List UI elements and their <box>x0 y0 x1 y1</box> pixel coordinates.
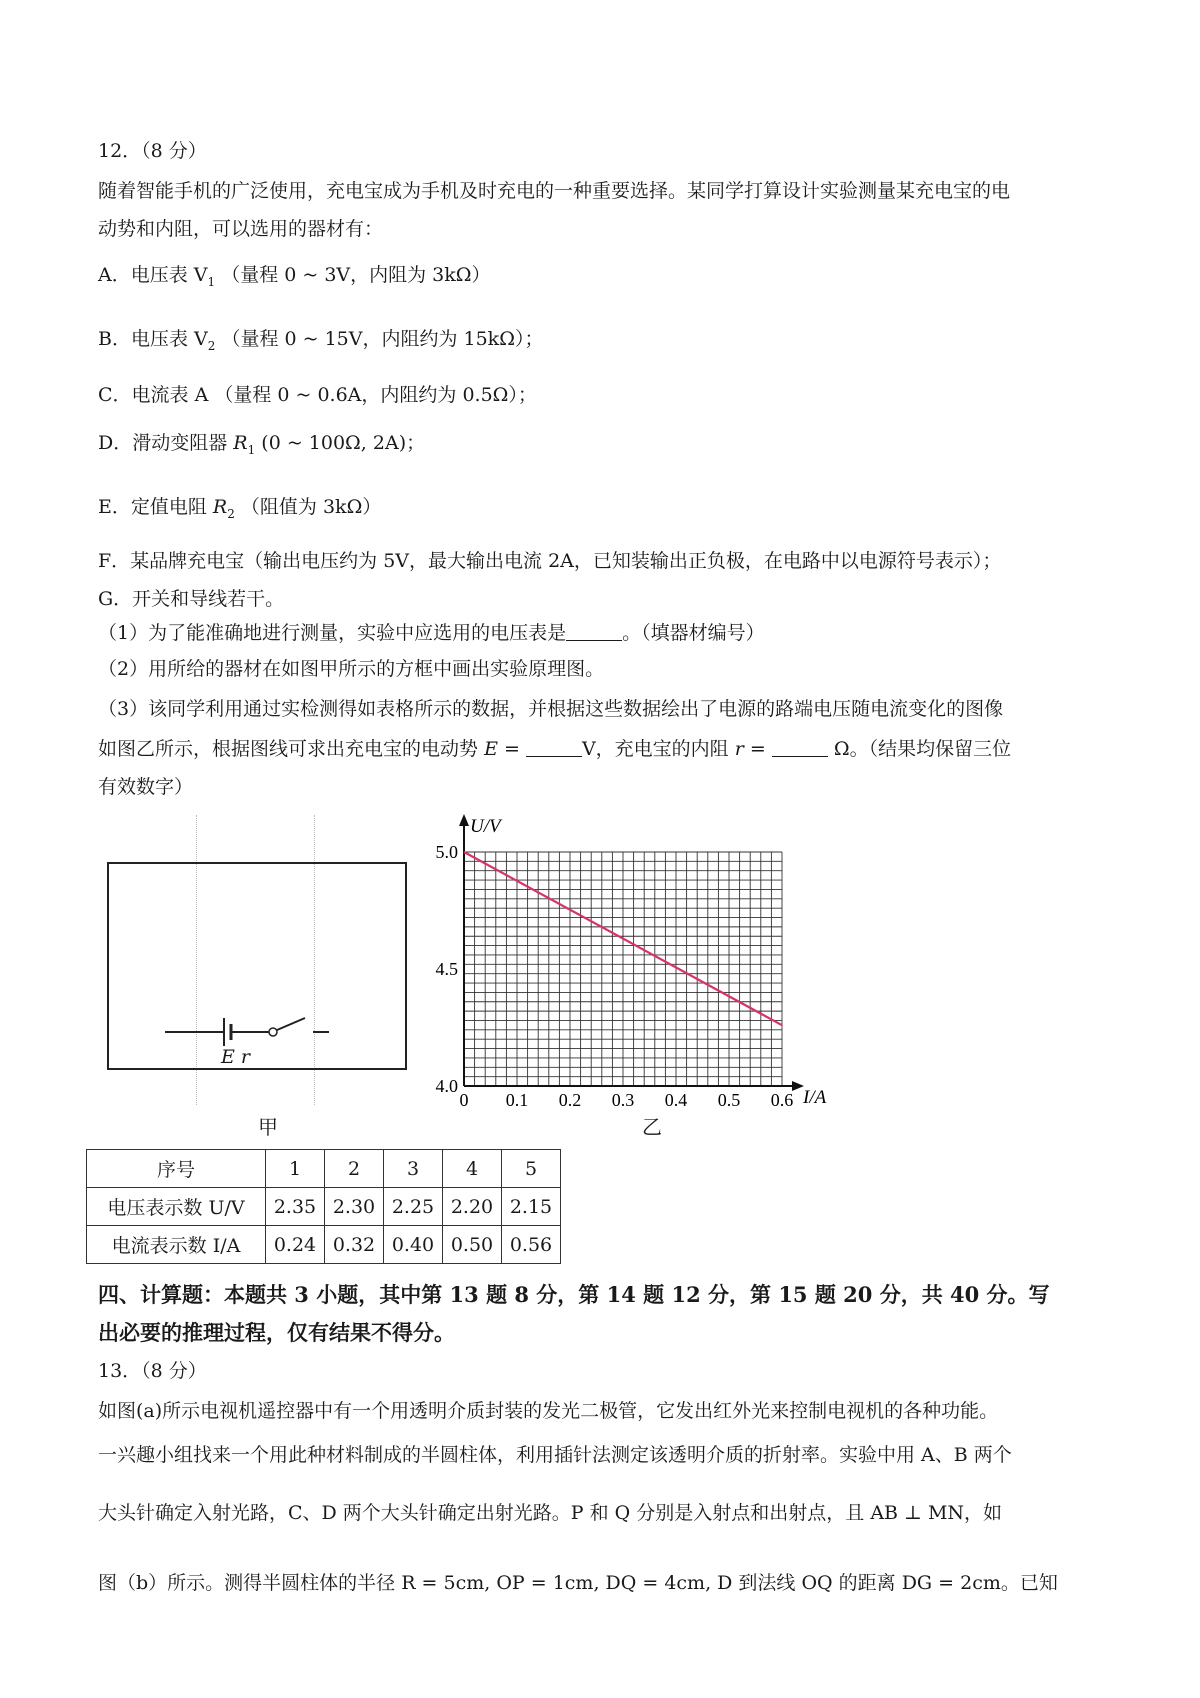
subquestion-3-text-b: V，充电宝的内阻 <box>581 738 729 760</box>
table-header-row <box>87 1150 561 1188</box>
option-a-detail: （量程 0 ~ 3V，内阻为 3kΩ） <box>221 264 491 286</box>
subquestion-3-text-a: 如图乙所示，根据图线可求出充电宝的电动势 <box>98 738 479 760</box>
option-e-subscript: 2 <box>227 507 235 521</box>
table-cell: 2.20 <box>443 1188 502 1226</box>
subquestion-3-line1: （3）该同学利用通过实检测得如表格所示的数据，并根据这些数据绘出了电源的路端电压随电流变化的图像 <box>98 698 1004 720</box>
resistance-symbol: r <box>734 738 744 760</box>
subquestion-3-line2: 如图乙所示，根据图线可求出充电宝的电动势 E = V，充电宝的内阻 r = Ω。（结果均保留三位 <box>98 738 1012 760</box>
answer-blank-emf[interactable] <box>526 738 582 757</box>
x-tick-label: 0 <box>459 1090 469 1108</box>
figure-label-jia: 甲 <box>258 1115 278 1139</box>
option-e-symbol: R <box>212 496 228 518</box>
table-cell: 0.50 <box>443 1226 502 1264</box>
option-d-symbol: R <box>233 432 248 454</box>
q13-line4: 图（b）所示。测得半圆柱体的半径 R = 5cm, OP = 1cm, DQ = 4cm, D 到法线 OQ 的距离 DG = 2cm。已知 <box>98 1572 1058 1594</box>
table-cell: 2.30 <box>325 1188 384 1226</box>
table-cell: 0.32 <box>325 1226 384 1264</box>
battery-switch-symbol <box>107 862 407 1070</box>
y-axis-arrow <box>459 814 469 826</box>
table-header-cell: 3 <box>384 1150 443 1188</box>
table-row-label: 电压表示数 U/V <box>87 1188 266 1226</box>
figure-label-yi: 乙 <box>642 1115 662 1139</box>
q12-intro-line1: 随着智能手机的广泛使用，充电宝成为手机及时充电的一种重要选择。某同学打算设计实验测量某充电宝的电 <box>98 180 1011 202</box>
subquestion-2: （2）用所给的器材在如图甲所示的方框中画出实验原理图。 <box>98 658 605 680</box>
q12-header: 12．（8 分） <box>98 140 207 162</box>
option-g: G．开关和导线若干。 <box>98 588 285 610</box>
option-a-subscript: 1 <box>207 275 216 289</box>
option-e <box>98 494 381 527</box>
table-cell: 2.25 <box>384 1188 443 1226</box>
option-e-prefix: E．定值电阻 <box>98 496 207 518</box>
chart-axes <box>459 814 804 1091</box>
table-header-cell: 1 <box>266 1150 325 1188</box>
option-f: F．某品牌充电宝（输出电压约为 5V，最大输出电流 2A，已知装输出正负极，在电路中以电源符号表示）； <box>98 550 1002 572</box>
circuit-frame[interactable] <box>107 862 407 1070</box>
table-header-cell: 2 <box>325 1150 384 1188</box>
table-cell: 0.40 <box>384 1226 443 1264</box>
y-tick-label: 5.0 <box>435 842 458 862</box>
y-axis-label: U/V <box>470 816 501 837</box>
data-table <box>86 1149 561 1264</box>
option-d <box>98 430 425 463</box>
table-header-cell: 5 <box>502 1150 561 1188</box>
x-tick-label: 0.3 <box>611 1090 635 1108</box>
x-axis-label: I/A <box>803 1087 827 1108</box>
table-cell: 0.56 <box>502 1226 561 1264</box>
table-cell: 2.35 <box>266 1188 325 1226</box>
circuit-label: E r <box>221 1046 250 1068</box>
subquestion-1-text: （1）为了能准确地进行测量，实验中应选用的电压表是 <box>98 622 567 644</box>
section4-title-line1: 四、计算题：本题共 3 小题，其中第 13 题 8 分，第 14 题 12 分，第 15 题 20 分，共 40 分。写 <box>98 1282 1050 1307</box>
x-tick-label: 0.2 <box>558 1090 582 1108</box>
option-b-detail: （量程 0 ~ 15V，内阻约为 15kΩ）； <box>221 328 544 350</box>
option-b <box>98 326 543 359</box>
emf-symbol: E <box>484 738 498 760</box>
table-header-cell: 4 <box>443 1150 502 1188</box>
option-a <box>98 262 491 295</box>
option-a-prefix: A．电压表 <box>98 264 188 286</box>
x-tick-label: 0.1 <box>505 1090 529 1108</box>
subquestion-3-line3: 有效数字） <box>98 776 194 798</box>
q13-line2: 一兴趣小组找来一个用此种材料制成的半圆柱体，利用插针法测定该透明介质的折射率。实验中用 A、B 两个 <box>98 1444 1012 1466</box>
option-b-prefix: B．电压表 <box>98 328 188 350</box>
table-row <box>87 1226 561 1264</box>
option-c: C．电流表 A （量程 0 ~ 0.6A，内阻约为 0.5Ω）； <box>98 384 537 406</box>
option-b-symbol: V <box>194 328 208 350</box>
option-b-subscript: 2 <box>207 339 216 353</box>
q12-intro-line2: 动势和内阻，可以选用的器材有： <box>98 218 384 240</box>
answer-blank-1[interactable] <box>566 622 622 641</box>
q13-header: 13．（8 分） <box>98 1360 207 1382</box>
ui-chart <box>420 808 860 1108</box>
answer-blank-resistance[interactable] <box>772 738 828 757</box>
subquestion-1 <box>98 620 765 646</box>
y-tick-label: 4.5 <box>435 959 458 979</box>
table-cell: 0.24 <box>266 1226 325 1264</box>
option-e-detail: （阻值为 3kΩ） <box>240 496 382 518</box>
option-d-subscript: 1 <box>247 443 256 457</box>
x-tick-label: 0.5 <box>717 1090 741 1108</box>
option-d-prefix: D．滑动变阻器 <box>98 432 228 454</box>
y-tick-label: 4.0 <box>435 1076 458 1096</box>
q13-line3: 大头针确定入射光路，C、D 两个大头针确定出射光路。P 和 Q 分别是入射点和出射点，且 AB ⊥ MN，如 <box>98 1502 1003 1524</box>
table-header-cell: 序号 <box>87 1150 266 1188</box>
x-tick-label: 0.4 <box>664 1090 688 1108</box>
option-a-symbol: V <box>193 264 208 286</box>
section4-title-line2: 出必要的推理过程，仅有结果不得分。 <box>98 1320 455 1345</box>
table-row-label: 电流表示数 I/A <box>87 1226 266 1264</box>
subquestion-1-suffix: 。（填器材编号） <box>622 622 765 644</box>
table-cell: 2.15 <box>502 1188 561 1226</box>
q13-line1: 如图(a)所示电视机遥控器中有一个用透明介质封装的发光二极管，它发出红外光来控制电视机的各种功能。 <box>98 1400 999 1422</box>
table-row <box>87 1188 561 1226</box>
subquestion-3-text-c: Ω。（结果均保留三位 <box>833 738 1012 760</box>
chart-grid <box>464 852 782 1086</box>
x-tick-label: 0.6 <box>770 1090 794 1108</box>
option-d-detail: (0 ~ 100Ω, 2A)； <box>261 432 426 454</box>
